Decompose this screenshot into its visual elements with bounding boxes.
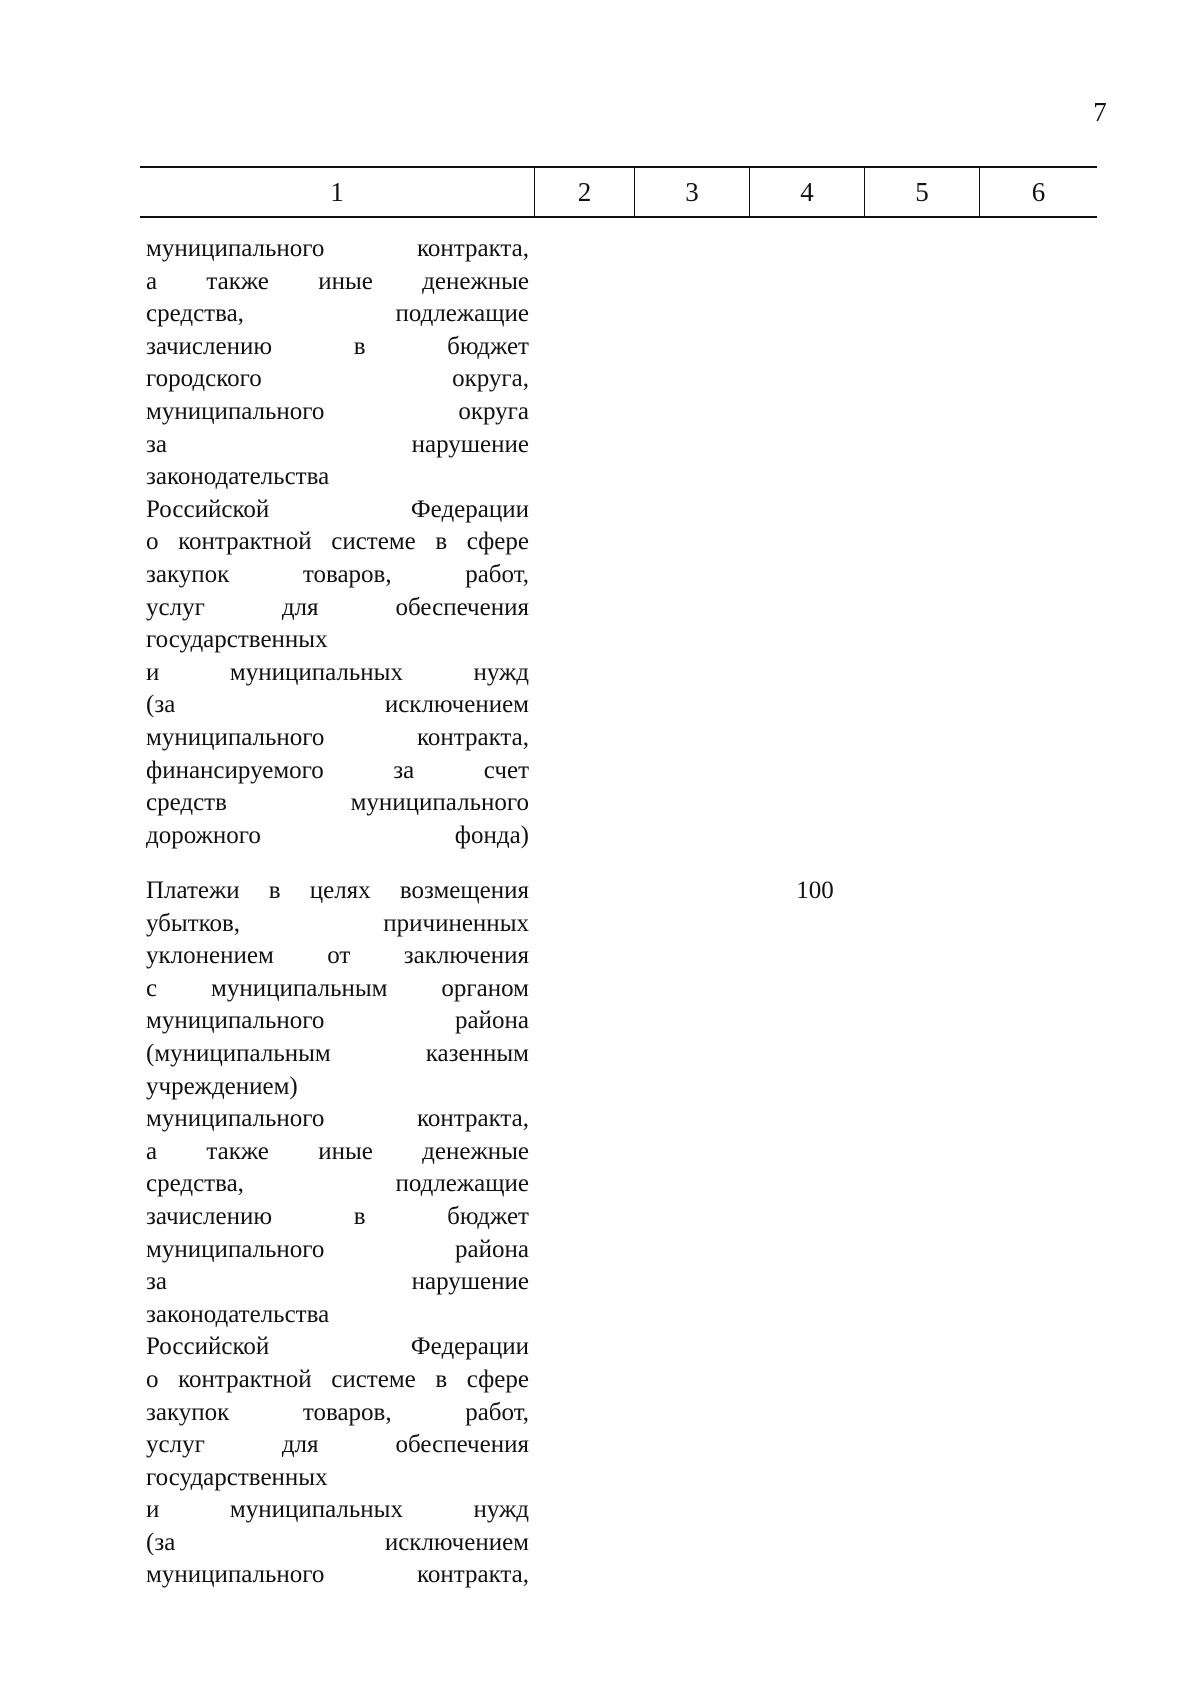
text-line: о контрактной системе в сфере [146, 528, 529, 556]
text-line: (за исключением [146, 1528, 529, 1556]
text-line: муниципального контракта, [146, 723, 529, 751]
text-line: муниципального контракта, [146, 235, 529, 262]
text-line: (за исключением [146, 691, 529, 719]
header-cell-3: 3 [635, 168, 750, 216]
text-line: и муниципальных нужд [146, 1496, 529, 1524]
header-cell-1: 1 [140, 168, 535, 216]
text-line: муниципального района [146, 1235, 529, 1263]
text-line: закупок товаров, работ, [146, 560, 529, 588]
header-cell-2: 2 [535, 168, 635, 216]
header-cell-5: 5 [865, 168, 980, 216]
text-line: услуг для обеспечения [146, 1431, 529, 1459]
text-line: городского округа, [146, 365, 529, 393]
table-row-2-description [146, 875, 529, 1592]
header-cell-6: 6 [1031, 176, 1046, 207]
text-line: зачислению в бюджет [146, 332, 529, 360]
text-line: зачислению в бюджет [146, 1202, 529, 1230]
text-line: с муниципальным органом [146, 974, 529, 1002]
text-line: услуг для обеспечения [146, 593, 529, 621]
text-line: убытков, причиненных [146, 909, 529, 937]
text-line: законодательства [146, 1300, 330, 1328]
text-line: средства, подлежащие [146, 300, 529, 328]
text-line: дорожного фонда) [146, 821, 529, 849]
text-line: средств муниципального [146, 789, 529, 817]
text-line: за нарушение [146, 430, 529, 458]
text-line: за нарушение [146, 1268, 529, 1296]
text-line: а также иные денежные [146, 267, 529, 295]
text-line: муниципального района [146, 1007, 529, 1035]
text-line: государственных [146, 1463, 328, 1491]
text-line: и муниципальных нужд [146, 658, 529, 686]
text-line: а также иные денежные [146, 1137, 529, 1165]
text-line: законодательства [146, 463, 330, 491]
text-line: уклонением от заключения [146, 942, 529, 970]
header-cell-4: 4 [750, 168, 865, 216]
text-line: закупок товаров, работ, [146, 1398, 529, 1426]
text-line: государственных [146, 626, 328, 654]
text-line: Платежи в целях возмещения [146, 877, 529, 904]
text-line: средства, подлежащие [146, 1170, 529, 1198]
text-line: о контрактной системе в сфере [146, 1365, 529, 1393]
text-line: (муниципальным казенным [146, 1039, 529, 1067]
text-line: муниципального контракта, [146, 1105, 529, 1133]
table-header [140, 166, 1097, 218]
page-number: 7 [1093, 97, 1107, 127]
text-line: учреждением) [146, 1072, 298, 1100]
table-row-1-description [146, 233, 529, 852]
text-line: финансируемого за счет [146, 756, 529, 784]
text-line: муниципального округа [146, 397, 529, 425]
text-line: Российской Федерации [146, 495, 529, 523]
text-line: муниципального контракта, [146, 1561, 529, 1589]
table-row-2-col4-value: 100 [796, 877, 834, 904]
text-line: Российской Федерации [146, 1333, 529, 1361]
